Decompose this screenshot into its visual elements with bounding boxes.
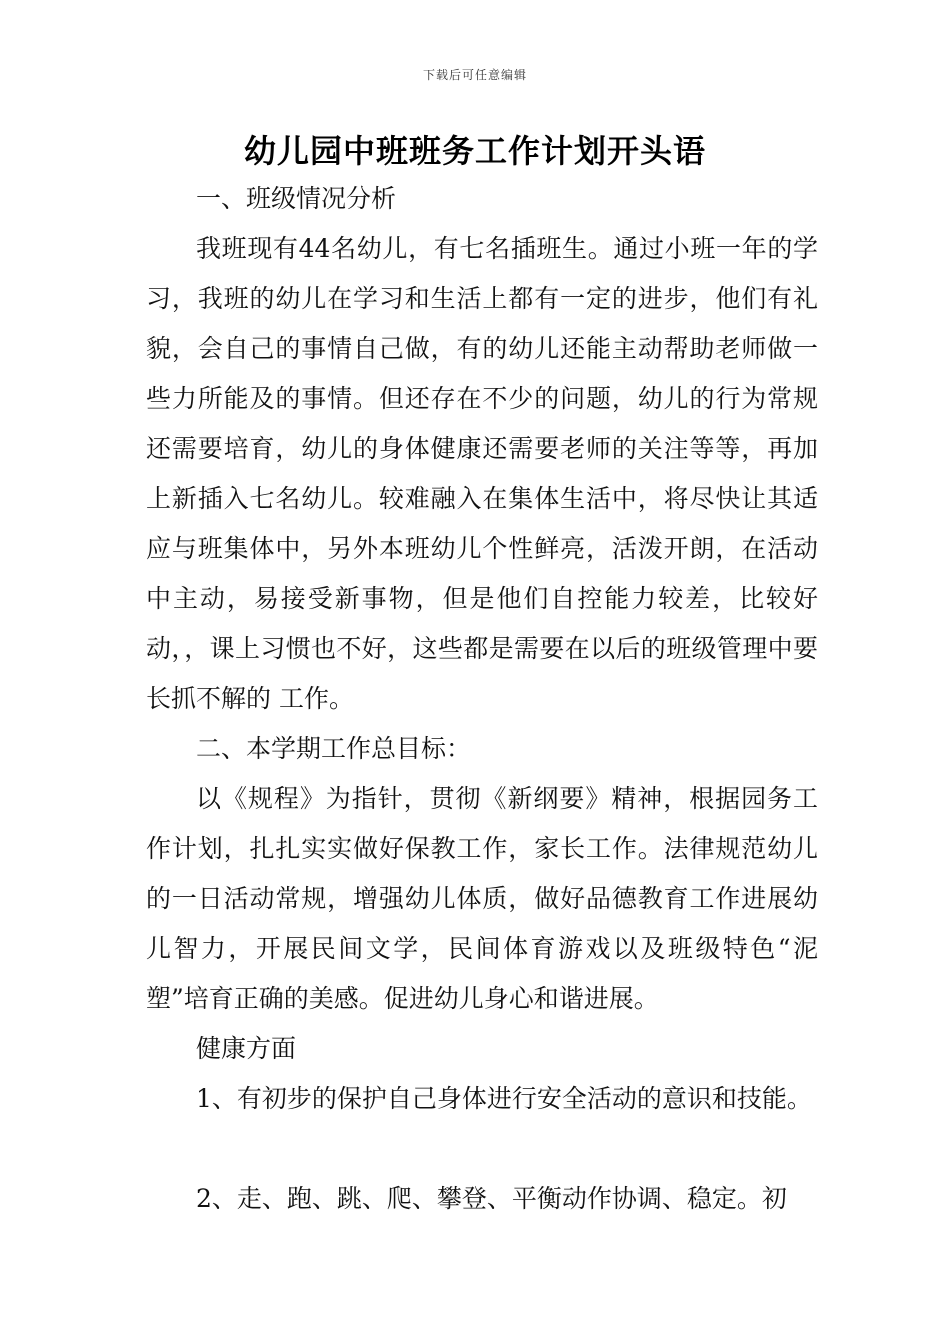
document-body [146,174,818,1224]
paragraph-semester-goals: 以《规程》为指针，贯彻《新纲要》精神，根据园务工作计划，扎扎实实做好保教工作，家长工作。法律规范幼儿的一日活动常规，增强幼儿体质，做好品德教育工作进展幼儿智力，开展民间文学，民间体育游戏以及班级特色“泥塑”培育正确的美感。促进幼儿身心和谐进展。 [146,784,818,1013]
section-heading-semester-goals: 二、本学期工作总目标： [196,734,472,763]
section-heading-class-analysis: 一、班级情况分析 [196,184,397,213]
list-item-health-1: 1、有初步的保护自己身体进行安全活动的意识和技能。 [196,1084,812,1113]
header-note: 下载后可任意编辑 [422,68,527,82]
document-title: 幼儿园中班班务工作计划开头语 [243,132,706,170]
paragraph-class-analysis: 我班现有44名幼儿，有七名插班生。通过小班一年的学习，我班的幼儿在学习和生活上都有一定的进步，他们有礼貌，会自己的事情自己做，有的幼儿还能主动帮助老师做一些力所能及的事情。但还存在不少的问题，幼儿的行为常规还需要培育，幼儿的身体健康还需要老师的关注等等，再加上新插入七名幼儿。较难融入在集体生活中，将尽快让其适应与班集体中，另外本班幼儿个性鲜亮，活泼开朗，在活动中主动，易接受新事物，但是他们自控能力较差，比较好动，，课上习惯也不好，这些都是需要在以后的班级管理中要长抓不解的 工作。 [146,234,818,713]
subheading-health: 健康方面 [196,1034,297,1063]
list-item-health-2: 2、走、跑、跳、爬、攀登、平衡动作协调、稳定。初 [196,1184,787,1213]
